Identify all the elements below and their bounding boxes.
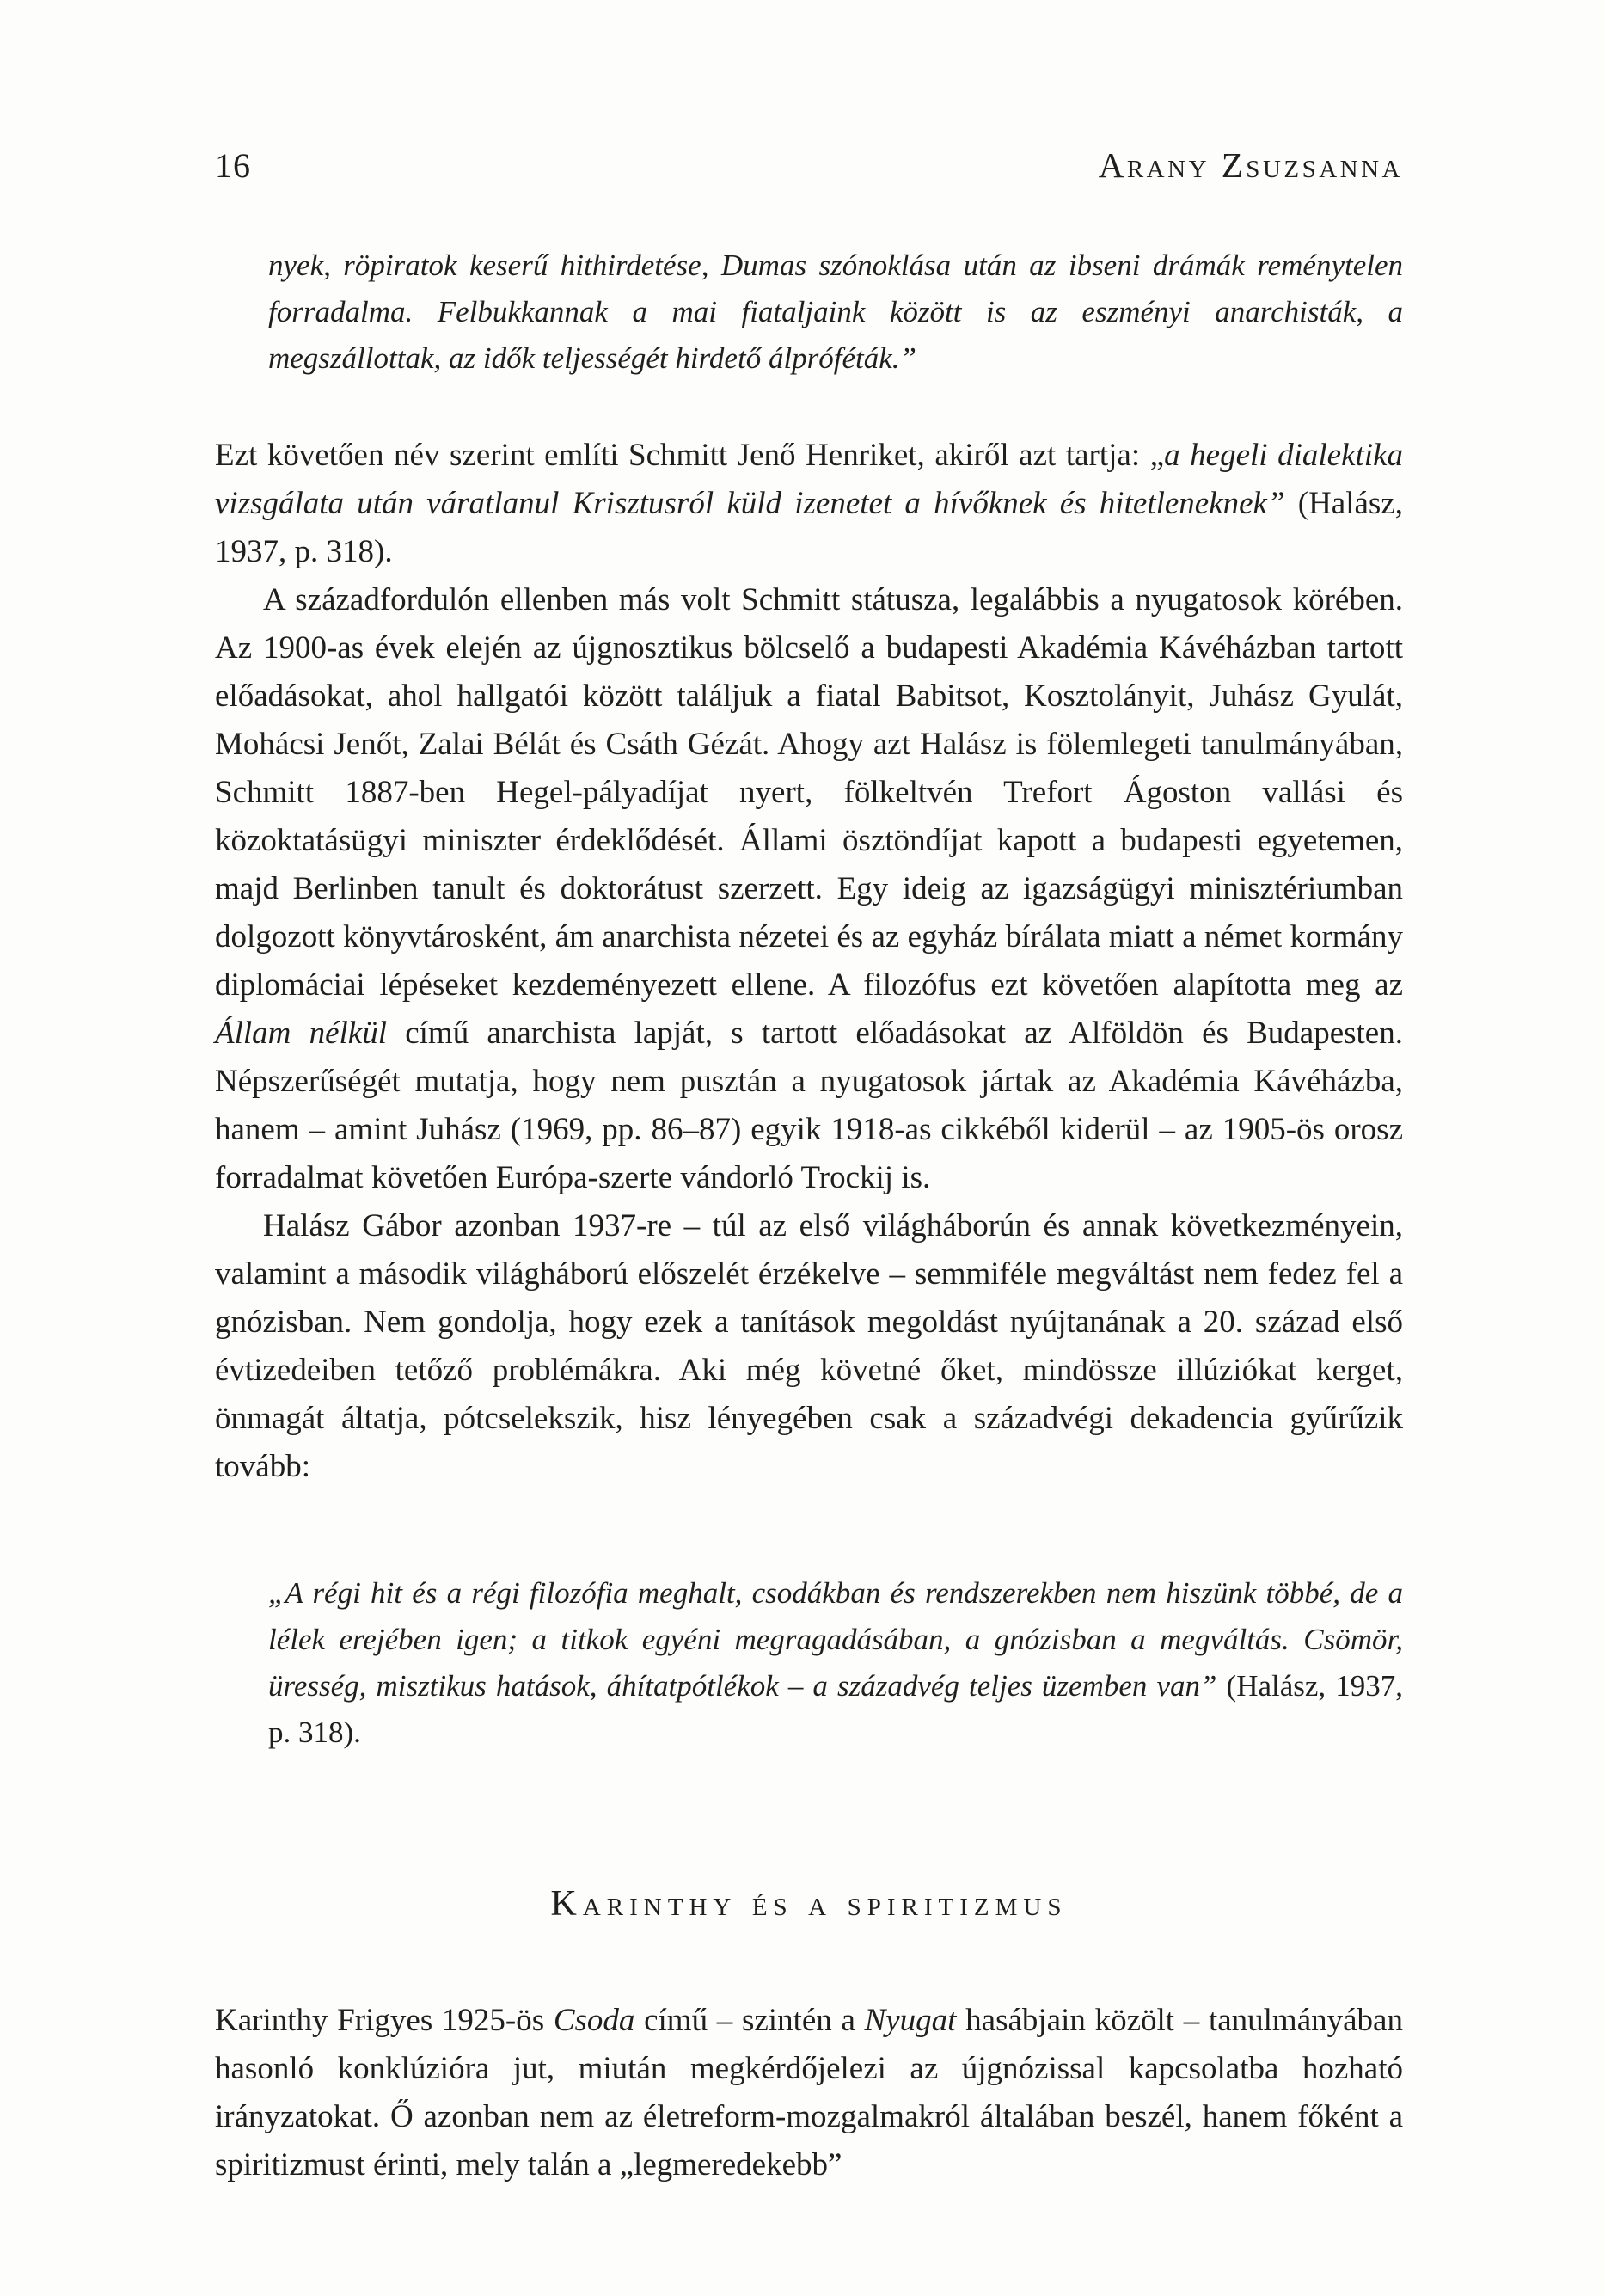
paragraph-2 <box>215 576 1403 1202</box>
block-quote-top-text: nyek, röpiratok keserű hithirdetése, Dumas szónoklása után az ibseni drámák reménytelen forradalma. Felbukkannak a mai fiataljaink között is az eszményi anarchisták, a megszállottak, az idők teljességét hirdető álpróféták.” <box>268 249 1403 375</box>
running-header-author: Arany Zsuzsanna <box>1098 145 1403 185</box>
paragraph-4-journal-title: Nyugat <box>864 2003 957 2038</box>
page-number: 16 <box>215 146 251 185</box>
paragraph-2-journal-title: Állam nélkül <box>215 1016 387 1051</box>
paragraph-1-citation: (Halász, 1937, p. 318). <box>215 486 1403 569</box>
paragraph-4-rest: hasábjain közölt – tanulmányában hasonló konklúzióra jut, miután megkérdőjelezi az újgnózissal kapcsolatba hozható irányzatokat. Ő azonban nem az életreform-mozgalmakról általában beszél, hanem főként a spiritizmust érinti, mely talán a „legmeredekebb” <box>215 2003 1403 2182</box>
paragraph-4 <box>215 1997 1403 2189</box>
section-heading: Karinthy és a spiritizmus <box>550 1884 1068 1924</box>
paragraph-4-mid: című – szintén a <box>634 2003 865 2038</box>
paragraph-2-lead: A századfordulón ellenben más volt Schmitt státusza, legalábbis a nyugatosok körében. Az 1900-as évek elején az újgnosztikus bölcselő a budapesti Akadémia Kávéházban tartott előadásokat, ahol hallgatói között találjuk a fiatal Babitsot, Kosztolányit, Juhász Gyulát, Mohácsi Jenőt, Zalai Bélát és Csáth Gézát. Ahogy azt Halász is fölemlegeti tanulmányában, Schmitt 1887-ben Hegel-pályadíjat nyert, fölkeltvén Trefort Ágoston vallási és közoktatásügyi miniszter érdeklődését. Állami ösztöndíjat kapott a budapesti egyetemen, majd Berlinben tanult és doktorátust szerzett. Egy ideig az igazságügyi minisztériumban dolgozott könyvtárosként, ám anarchista nézetei és az egyház bírálata miatt a német kormány diplomáciai lépéseket kezdeményezett ellene. A filozófus ezt követően alapította meg az <box>215 582 1403 1003</box>
paragraph-4-lead: Karinthy Frigyes 1925-ös <box>215 2003 554 2038</box>
paragraph-3-text: Halász Gábor azonban 1937-re – túl az első világháborún és annak következményein, valamint a második világháború előszelét érzékelve – semmiféle megváltást nem fedez fel a gnózisban. Nem gondolja, hogy ezek a tanítások megoldást nyújtanának a 20. század első évtizedeiben tetőző problémákra. Aki még követné őket, mindössze illúziókat kerget, önmagát áltatja, pótcselekszik, hisz lényegében csak a századvégi dekadencia gyűrűzik tovább: <box>215 1208 1403 1484</box>
block-quote-mid <box>215 1570 1403 1756</box>
block-quote-mid-text: „A régi hit és a régi filozófia meghalt, csodákban és rendszerekben nem hiszünk többé, de a lélek erejében igen; a titkok egyéni megragadásában, a gnózisban a megváltás. Csömör, üresség, misztikus hatások, áhítatpótlékok – a századvég teljes üzemben van” <box>268 1576 1403 1703</box>
paragraph-1-inline-quote: a hegeli dialektika vizsgálata után váratlanul Krisztusról küld izenetet a hívőknek és hitetleneknek” <box>215 438 1403 521</box>
block-quote-top <box>215 242 1403 382</box>
running-header <box>215 144 1403 186</box>
block-quote-mid-citation: (Halász, 1937, p. 318). <box>268 1669 1403 1749</box>
paragraph-1 <box>215 432 1403 576</box>
paragraph-4-essay-title: Csoda <box>553 2003 635 2038</box>
paragraph-3 <box>215 1202 1403 1491</box>
paragraph-1-lead: Ezt követően név szerint említi Schmitt Jenő Henriket, akiről azt tartja: „ <box>215 438 1165 473</box>
paragraph-2-rest: című anarchista lapját, s tartott előadásokat az Alföldön és Budapesten. Népszerűségét mutatja, hogy nem pusztán a nyugatosok jártak az Akadémia Kávéházba, hanem – amint Juhász (1969, pp. 86–87) egyik 1918-as cikkéből kiderül – az 1905-ös orosz forradalmat követően Európa-szerte vándorló Trockij is. <box>215 1016 1403 1195</box>
